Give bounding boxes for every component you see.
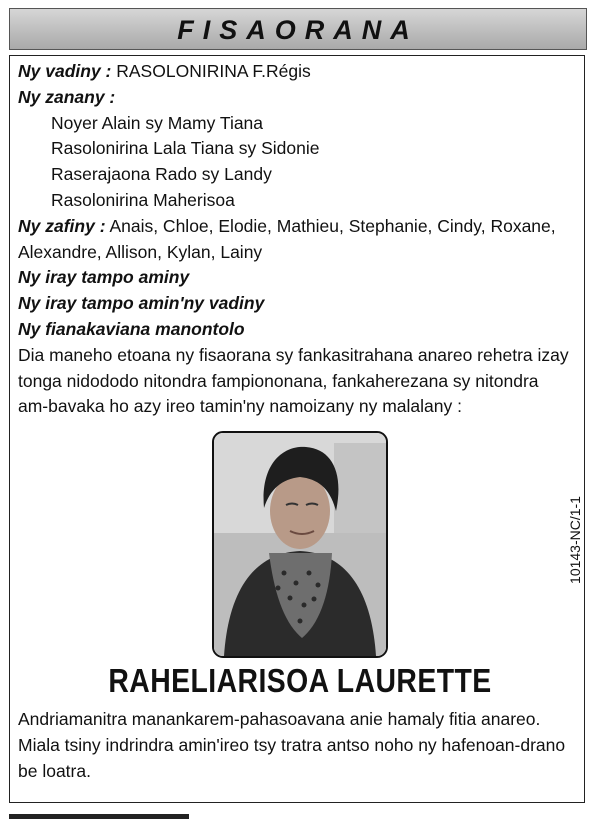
spouse-name: RASOLONIRINA F.Régis — [116, 61, 311, 81]
children-label: Ny zanany : — [18, 86, 116, 107]
child-item: Raserajaona Rado sy Landy — [51, 164, 272, 185]
spouse-label: Ny vadiny : — [18, 61, 112, 81]
closing-line: be loatra. — [18, 761, 91, 781]
grandchildren-line — [18, 214, 584, 240]
header-banner — [9, 8, 587, 50]
deceased-name: RAHELIARISOA LAURETTE — [108, 662, 492, 699]
relatives-line: Ny fianakaviana manontolo — [18, 318, 245, 339]
portrait-photo — [212, 431, 388, 658]
grandchildren-names-cont: Alexandre, Allison, Kylan, Lainy — [18, 241, 263, 262]
relatives-line: Ny iray tampo amin'ny vadiny — [18, 293, 265, 314]
closing-line: Andriamanitra manankarem-pahasoavana anie hamaly fitia anareo. — [18, 709, 541, 729]
message-line: am-bavaka ho azy ireo tamin'ny namoizany ny malalany : — [18, 396, 462, 417]
grandchildren-names: Anais, Chloe, Elodie, Mathieu, Stephanie, Cindy, Roxane, — [109, 215, 556, 236]
closing-line: Miala tsiny indrindra amin'ireo tsy tratra antso noho ny hafenoan-drano — [18, 735, 566, 755]
grandchildren-label: Ny zafiny : — [18, 215, 106, 236]
reference-code: 10143-NC/1-1 — [567, 496, 583, 584]
child-item: Rasolonirina Maherisoa — [51, 189, 235, 210]
closing-text — [18, 706, 584, 784]
header-title: FISAORANA — [177, 15, 419, 45]
spouse-line — [18, 59, 584, 85]
relatives-line: Ny iray tampo aminy — [18, 267, 190, 288]
message-line: Dia maneho etoana ny fisaorana sy fankasitrahana anareo rehetra izay — [18, 344, 569, 365]
notice-body — [18, 59, 584, 420]
child-item: Noyer Alain sy Mamy Tiana — [51, 112, 264, 133]
message-line: tonga nidododo nitondra fampiononana, fankaherezana sy nitondra — [18, 370, 539, 391]
child-item: Rasolonirina Lala Tiana sy Sidonie — [51, 138, 320, 159]
bottom-rule — [9, 814, 189, 819]
